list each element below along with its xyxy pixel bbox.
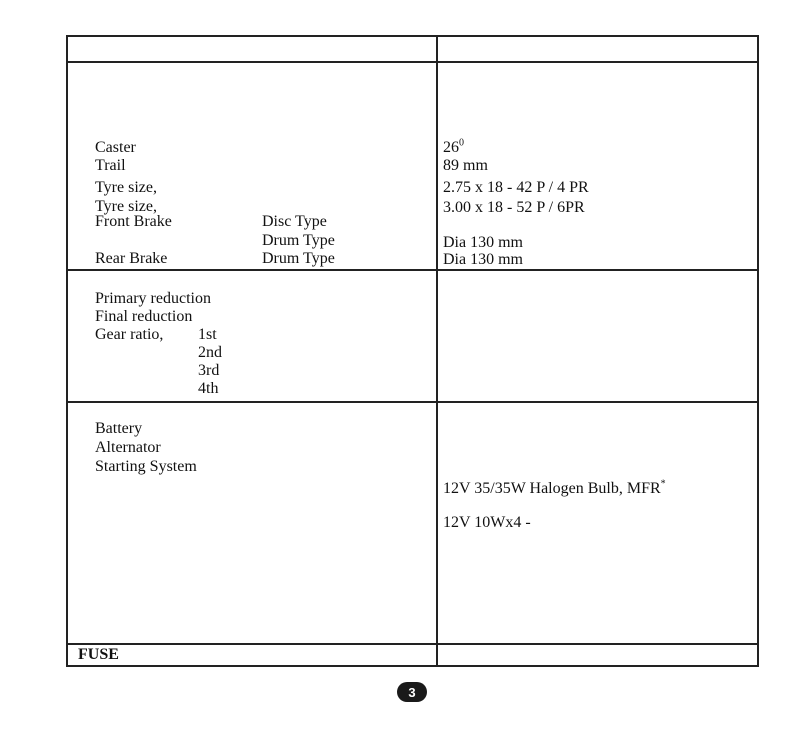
front-brake-value: Dia 130 mm <box>443 234 523 251</box>
front-brake-type-disc: Disc Type <box>262 213 327 230</box>
front-brake-label: Front Brake <box>95 213 172 230</box>
fuse-label: FUSE <box>78 646 119 663</box>
trail-value: 89 mm <box>443 157 488 174</box>
gear-3rd: 3rd <box>198 362 220 379</box>
rear-brake-value: Dia 130 mm <box>443 251 523 268</box>
gear-1st: 1st <box>198 326 217 343</box>
indicator-value: 12V 10Wx4 - <box>443 514 531 531</box>
rear-brake-label: Rear Brake <box>95 250 168 267</box>
caster-value: $26^0$ <box>443 137 464 156</box>
page-number-badge <box>397 682 427 702</box>
alternator-label: Alternator <box>95 439 161 456</box>
rear-brake-type: Drum Type <box>262 250 335 267</box>
tyre-rear-value: 3.00 x 18 - 52 P / 6PR <box>443 199 585 216</box>
electrical-row-divider <box>68 643 757 645</box>
final-reduction-label: Final reduction <box>95 308 193 325</box>
degree-superscript: 0 <box>459 137 464 149</box>
tyre-front-value: 2.75 x 18 - 42 P / 4 PR <box>443 179 589 196</box>
headlamp-value: 12V 35/35W Halogen Bulb, MFR* <box>443 478 666 497</box>
front-brake-type-drum: Drum Type <box>262 232 335 249</box>
starting-system-label: Starting System <box>95 458 197 475</box>
gear-ratio-label: Gear ratio, <box>95 326 164 343</box>
chassis-row-divider <box>68 269 757 271</box>
column-divider <box>436 37 438 665</box>
tyre-front-label: Tyre size, <box>95 179 157 196</box>
tyre-rear-label: Tyre size, <box>95 198 157 215</box>
spec-table <box>66 35 759 667</box>
primary-reduction-label: Primary reduction <box>95 290 211 307</box>
asterisk-superscript: * <box>660 478 666 490</box>
page-number: 3 <box>408 684 416 700</box>
caster-label: Caster <box>95 139 136 156</box>
battery-label: Battery <box>95 420 143 437</box>
transmission-row-divider <box>68 401 757 403</box>
gear-4th: 4th <box>198 380 219 397</box>
gear-2nd: 2nd <box>198 344 222 361</box>
trail-label: Trail <box>95 157 126 174</box>
header-row-divider <box>68 61 757 63</box>
